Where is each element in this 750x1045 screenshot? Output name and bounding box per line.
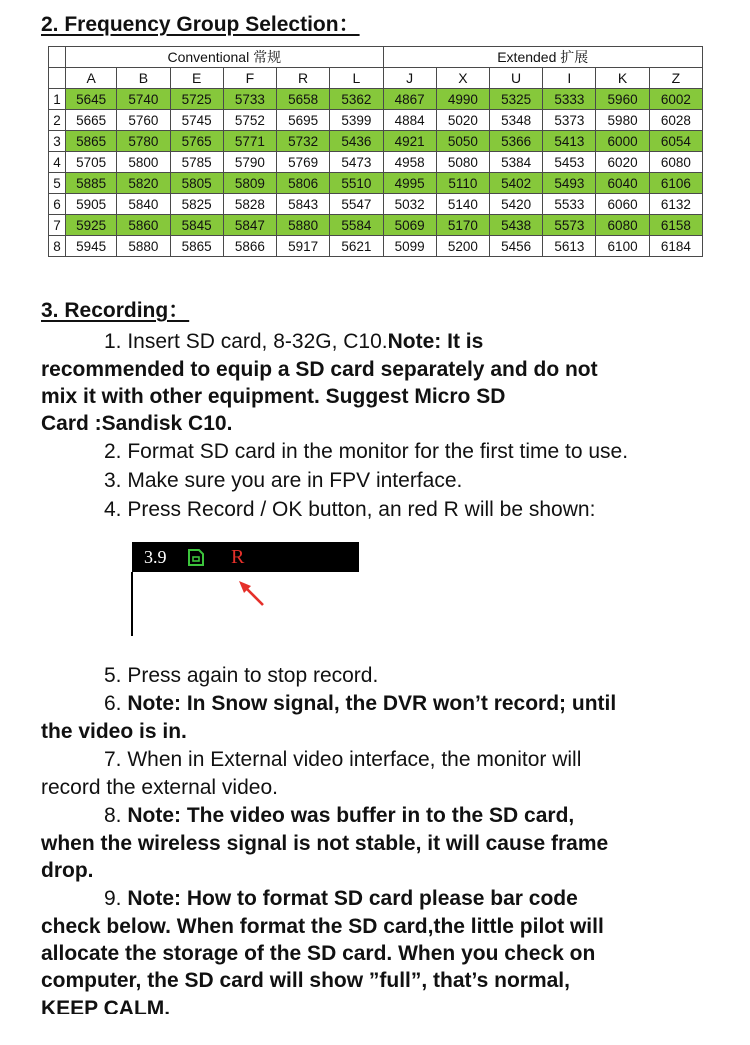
osd-frame-edge: [131, 572, 133, 636]
frequency-cell: 5584: [330, 215, 383, 236]
frequency-cell: 5420: [489, 194, 542, 215]
frequency-cell: 6060: [596, 194, 649, 215]
step-5: 5. Press again to stop record.: [104, 664, 379, 687]
frequency-cell: 5769: [276, 152, 329, 173]
frequency-cell: 5533: [543, 194, 596, 215]
frequency-cell: 5809: [223, 173, 276, 194]
frequency-cell: 5402: [489, 173, 542, 194]
frequency-cell: 5384: [489, 152, 542, 173]
frequency-cell: 5453: [543, 152, 596, 173]
frequency-cell: 5658: [276, 89, 329, 110]
frequency-cell: 5945: [66, 236, 117, 257]
row-number: 6: [49, 194, 66, 215]
frequency-cell: 5800: [117, 152, 170, 173]
group-extended: Extended 扩展: [383, 47, 702, 68]
row-number: 5: [49, 173, 66, 194]
column-header: Z: [649, 68, 702, 89]
step-9-line-2: check below. When format the SD card,the little pilot will: [41, 915, 604, 938]
frequency-cell: 5752: [223, 110, 276, 131]
frequency-cell: 5099: [383, 236, 436, 257]
column-header: X: [436, 68, 489, 89]
frequency-cell: 5020: [436, 110, 489, 131]
frequency-cell: 5732: [276, 131, 329, 152]
frequency-cell: 5456: [489, 236, 542, 257]
column-header: A: [66, 68, 117, 89]
column-header: E: [170, 68, 223, 89]
step-1-line-2: recommended to equip a SD card separately and do not: [41, 358, 598, 381]
frequency-cell: 5843: [276, 194, 329, 215]
frequency-cell: 5348: [489, 110, 542, 131]
table-row: [49, 236, 703, 257]
table-row: [49, 194, 703, 215]
frequency-heading: 2. Frequency Group Selection：: [41, 13, 360, 36]
frequency-cell: 5740: [117, 89, 170, 110]
table-row: [49, 215, 703, 236]
frequency-cell: 6132: [649, 194, 702, 215]
column-header: B: [117, 68, 170, 89]
frequency-cell: 5325: [489, 89, 542, 110]
sd-card-icon: [186, 548, 206, 573]
frequency-cell: 6184: [649, 236, 702, 257]
frequency-cell: 5840: [117, 194, 170, 215]
column-header: U: [489, 68, 542, 89]
frequency-table: [48, 46, 703, 257]
frequency-cell: 5760: [117, 110, 170, 131]
frequency-cell: 4884: [383, 110, 436, 131]
frequency-cell: 5573: [543, 215, 596, 236]
frequency-cell: 5665: [66, 110, 117, 131]
column-header: L: [330, 68, 383, 89]
step-6-line-1: 6. Note: In Snow signal, the DVR won’t record; until: [104, 692, 617, 715]
step-1-line-4: Card :Sandisk C10.: [41, 412, 233, 435]
column-header-row: [49, 68, 703, 89]
frequency-cell: 5860: [117, 215, 170, 236]
frequency-cell: 6028: [649, 110, 702, 131]
frequency-cell: 5865: [66, 131, 117, 152]
frequency-cell: 5805: [170, 173, 223, 194]
row-number: 4: [49, 152, 66, 173]
frequency-cell: 5885: [66, 173, 117, 194]
frequency-cell: 5621: [330, 236, 383, 257]
frequency-cell: 6020: [596, 152, 649, 173]
frequency-cell: 5825: [170, 194, 223, 215]
frequency-cell: 5960: [596, 89, 649, 110]
frequency-cell: 5705: [66, 152, 117, 173]
frequency-cell: 5925: [66, 215, 117, 236]
frequency-cell: 5473: [330, 152, 383, 173]
frequency-cell: 5333: [543, 89, 596, 110]
frequency-cell: 5806: [276, 173, 329, 194]
frequency-cell: 6040: [596, 173, 649, 194]
column-header: R: [276, 68, 329, 89]
step-2: 2. Format SD card in the monitor for the first time to use.: [104, 440, 629, 463]
frequency-cell: 5547: [330, 194, 383, 215]
record-indicator: R: [231, 546, 245, 568]
frequency-cell: 5725: [170, 89, 223, 110]
step-1-line-1: 1. Insert SD card, 8-32G, C10.Note: It is: [104, 330, 484, 353]
frequency-cell: 5200: [436, 236, 489, 257]
recording-heading: 3. Recording：: [41, 299, 190, 322]
frequency-cell: 5733: [223, 89, 276, 110]
group-header-row: [49, 47, 703, 68]
frequency-cell: 5880: [276, 215, 329, 236]
corner-cell: [49, 47, 66, 68]
frequency-cell: 6054: [649, 131, 702, 152]
step-9-line-4: computer, the SD card will show ”full”, that’s normal,: [41, 969, 570, 992]
frequency-cell: 5847: [223, 215, 276, 236]
frequency-cell: 5413: [543, 131, 596, 152]
frequency-cell: 5771: [223, 131, 276, 152]
frequency-cell: 6002: [649, 89, 702, 110]
frequency-cell: 5865: [170, 236, 223, 257]
frequency-cell: 5613: [543, 236, 596, 257]
row-number-header: [49, 68, 66, 89]
table-row: [49, 173, 703, 194]
step-8-line-2: when the wireless signal is not stable, it will cause frame: [41, 832, 609, 855]
frequency-cell: 5373: [543, 110, 596, 131]
frequency-cell: 5362: [330, 89, 383, 110]
step-7-line-1: 7. When in External video interface, the monitor will: [104, 748, 582, 771]
column-header: J: [383, 68, 436, 89]
frequency-cell: 5790: [223, 152, 276, 173]
frequency-cell: 5436: [330, 131, 383, 152]
table-row: [49, 131, 703, 152]
step-3: 3. Make sure you are in FPV interface.: [104, 469, 463, 492]
step-4: 4. Press Record / OK button, an red R will be shown:: [104, 498, 596, 521]
row-number: 1: [49, 89, 66, 110]
frequency-cell: 5032: [383, 194, 436, 215]
frequency-cell: 5980: [596, 110, 649, 131]
frequency-cell: 6100: [596, 236, 649, 257]
frequency-cell: 5828: [223, 194, 276, 215]
frequency-cell: 5695: [276, 110, 329, 131]
step-1-line-3: mix it with other equipment. Suggest Micro SD: [41, 385, 506, 408]
frequency-cell: 5820: [117, 173, 170, 194]
frequency-cell: 5745: [170, 110, 223, 131]
frequency-cell: 5780: [117, 131, 170, 152]
frequency-cell: 5493: [543, 173, 596, 194]
step-9-line-1: 9. Note: How to format SD card please bar code: [104, 887, 578, 910]
frequency-cell: 5140: [436, 194, 489, 215]
row-number: 2: [49, 110, 66, 131]
step-7-line-2: record the external video.: [41, 776, 278, 799]
frequency-cell: 5645: [66, 89, 117, 110]
table-row: [49, 89, 703, 110]
frequency-cell: 4958: [383, 152, 436, 173]
frequency-cell: 5170: [436, 215, 489, 236]
frequency-cell: 5110: [436, 173, 489, 194]
frequency-cell: 4867: [383, 89, 436, 110]
frequency-cell: 5050: [436, 131, 489, 152]
column-header: F: [223, 68, 276, 89]
row-number: 7: [49, 215, 66, 236]
frequency-cell: 5080: [436, 152, 489, 173]
frequency-cell: 5845: [170, 215, 223, 236]
frequency-cell: 5905: [66, 194, 117, 215]
step-9-line-5: KEEP CALM.: [41, 997, 171, 1014]
table-row: [49, 152, 703, 173]
column-header: K: [596, 68, 649, 89]
frequency-cell: 5785: [170, 152, 223, 173]
frequency-cell: 5366: [489, 131, 542, 152]
frequency-cell: 5438: [489, 215, 542, 236]
osd-voltage: 3.9: [144, 547, 167, 567]
step-8-line-1: 8. Note: The video was buffer in to the SD card,: [104, 804, 575, 827]
frequency-cell: 4995: [383, 173, 436, 194]
row-number: 3: [49, 131, 66, 152]
frequency-cell: 6080: [596, 215, 649, 236]
frequency-cell: 5765: [170, 131, 223, 152]
frequency-cell: 5069: [383, 215, 436, 236]
group-conventional: Conventional 常规: [66, 47, 383, 68]
frequency-cell: 6106: [649, 173, 702, 194]
frequency-cell: 5880: [117, 236, 170, 257]
frequency-cell: 5399: [330, 110, 383, 131]
column-header: I: [543, 68, 596, 89]
frequency-cell: 6000: [596, 131, 649, 152]
frequency-cell: 4921: [383, 131, 436, 152]
frequency-cell: 5866: [223, 236, 276, 257]
frequency-cell: 4990: [436, 89, 489, 110]
step-9-line-3: allocate the storage of the SD card. When you check on: [41, 942, 596, 965]
frequency-cell: 5917: [276, 236, 329, 257]
frequency-cell: 6080: [649, 152, 702, 173]
table-row: [49, 110, 703, 131]
step-8-line-3: drop.: [41, 859, 94, 882]
step-6-line-2: the video is in.: [41, 720, 187, 743]
row-number: 8: [49, 236, 66, 257]
frequency-cell: 5510: [330, 173, 383, 194]
red-arrow-icon: [236, 580, 268, 615]
frequency-cell: 6158: [649, 215, 702, 236]
